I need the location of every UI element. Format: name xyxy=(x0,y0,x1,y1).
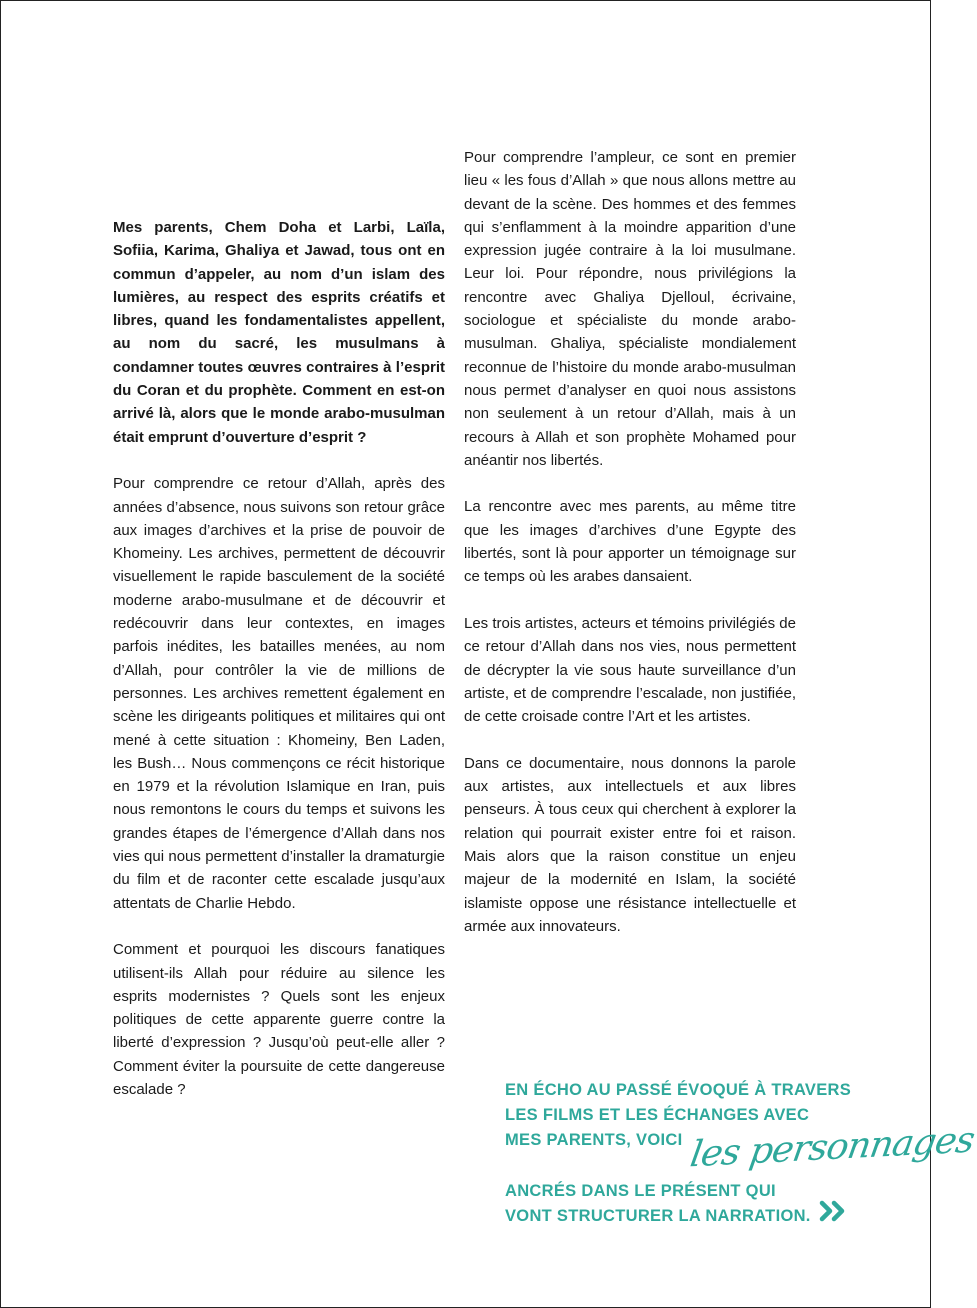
teaser-line-2: LES FILMS ET LES ÉCHANGES AVEC xyxy=(505,1106,810,1124)
teaser-line-5-text: VONT STRUCTURER LA NARRATION. xyxy=(505,1207,811,1225)
parents-paragraph: La rencontre avec mes parents, au même titre que les images d’archives d’une Egypte des libertés, sont là pour apporter un témoignage sur ce temps où les arabes dansaient. xyxy=(464,498,796,586)
double-chevron-right-icon xyxy=(819,1201,849,1229)
artists-paragraph: Les trois artistes, acteurs et témoins privilégiés de ce retour d’Allah dans nos vies, nous permettent de décrypter la vie sous haute surveillance d’un artiste, et de comprendre l’escalade, non justifiée, de cette croisade contre l’Art et les artistes. xyxy=(464,614,796,726)
documentary-paragraph: Dans ce documentaire, nous donnons la parole aux artistes, aux intellectuels et aux libres penseurs. À tous ceux qui cherchent à explorer la relation qui pourrait exister entre foi et raison. Mais alors que la raison constitue un enjeu majeur de la modernité en Islam, la société islamiste oppose une résistance intellectuelle et armée aux innovateurs. xyxy=(464,754,796,935)
teaser-line-5 xyxy=(505,1204,905,1229)
teaser-line-1: EN ÉCHO AU PASSÉ ÉVOQUÉ À TRAVERS xyxy=(505,1081,852,1099)
archives-paragraph: Pour comprendre ce retour d’Allah, après des années d’absence, nous suivons son retour grâce aux images d’archives et la prise de pouvoir de Khomeiny. Les archives, permettent de découvrir visuellement le rapide basculement de la société moderne arabo-musulmane et de découvrir et redécouvrir dans leur contextes, en images parfois inédites, les batailles menées, au nom d’Allah, pour contrôler la vie de millions de personnes. Les archives remettent également en scène les dirigeants politiques et militaires qui ont mené à cette situation : Khomeiny, Ben Laden, les Bush… Nous commençons ce récit historique en 1979 et la révolution Islamique en Iran, puis nous remontons le cours du temps et suivons les grandes étapes de l’émergence d’Allah dans nos vies qui nous permettent d’installer la dramaturgie du film et de raconter cette escalade jusqu’aux attentats de Charlie Hebdo. xyxy=(113,475,445,912)
left-column xyxy=(113,216,445,1125)
script-word-personnages: les personnages xyxy=(687,1119,977,1176)
fanatics-paragraph: Pour comprendre l’ampleur, ce sont en premier lieu « les fous d’Allah » que nous allons mettre au devant de la scène. Des hommes et des femmes qui s’enflamment à la moindre apparition d’une expression jugée contraire à la loi musulmane. Leur loi. Pour répondre, nous privilégions la rencontre avec Ghaliya Djelloul, écrivaine, sociologue et spécialiste du monde arabo-musulman. Ghaliya, spécialiste mondialement reconnue de l’histoire du monde arabo-musulman nous permet d’analyser en quoi nous assistons non seulement à un retour d’Allah, mais à un recours à Allah et son prophète Mohamed pour anéantir nos libertés. xyxy=(464,149,796,469)
intro-paragraph: Mes parents, Chem Doha et Larbi, Laïla, Sofiia, Karima, Ghaliya et Jawad, tous ont en commun d’appeler, au nom d’un islam des lumières, au respect des esprits créatifs et libres, quand les fondamentalistes appellent, au nom du sacré, les musulmans à condamner toutes œuvres contraires à l’esprit du Coran et du prophète. Comment en est-on arrivé là, alors que le monde arabo-musulman était emprunt d’ouverture d’esprit ? xyxy=(113,219,445,446)
questions-paragraph: Comment et pourquoi les discours fanatiques utilisent-ils Allah pour réduire au silence les esprits modernistes ? Quels sont les enjeux politiques de cette apparente guerre contre la liberté d’expression ? Jusqu’où peut-elle aller ? Comment éviter la poursuite de cette dangereuse escalade ? xyxy=(113,941,445,1098)
teaser-line-4: ANCRÉS DANS LE PRÉSENT QUI xyxy=(505,1182,776,1200)
teaser-line-3: MES PARENTS, VOICI xyxy=(505,1131,683,1149)
right-column xyxy=(464,146,796,961)
